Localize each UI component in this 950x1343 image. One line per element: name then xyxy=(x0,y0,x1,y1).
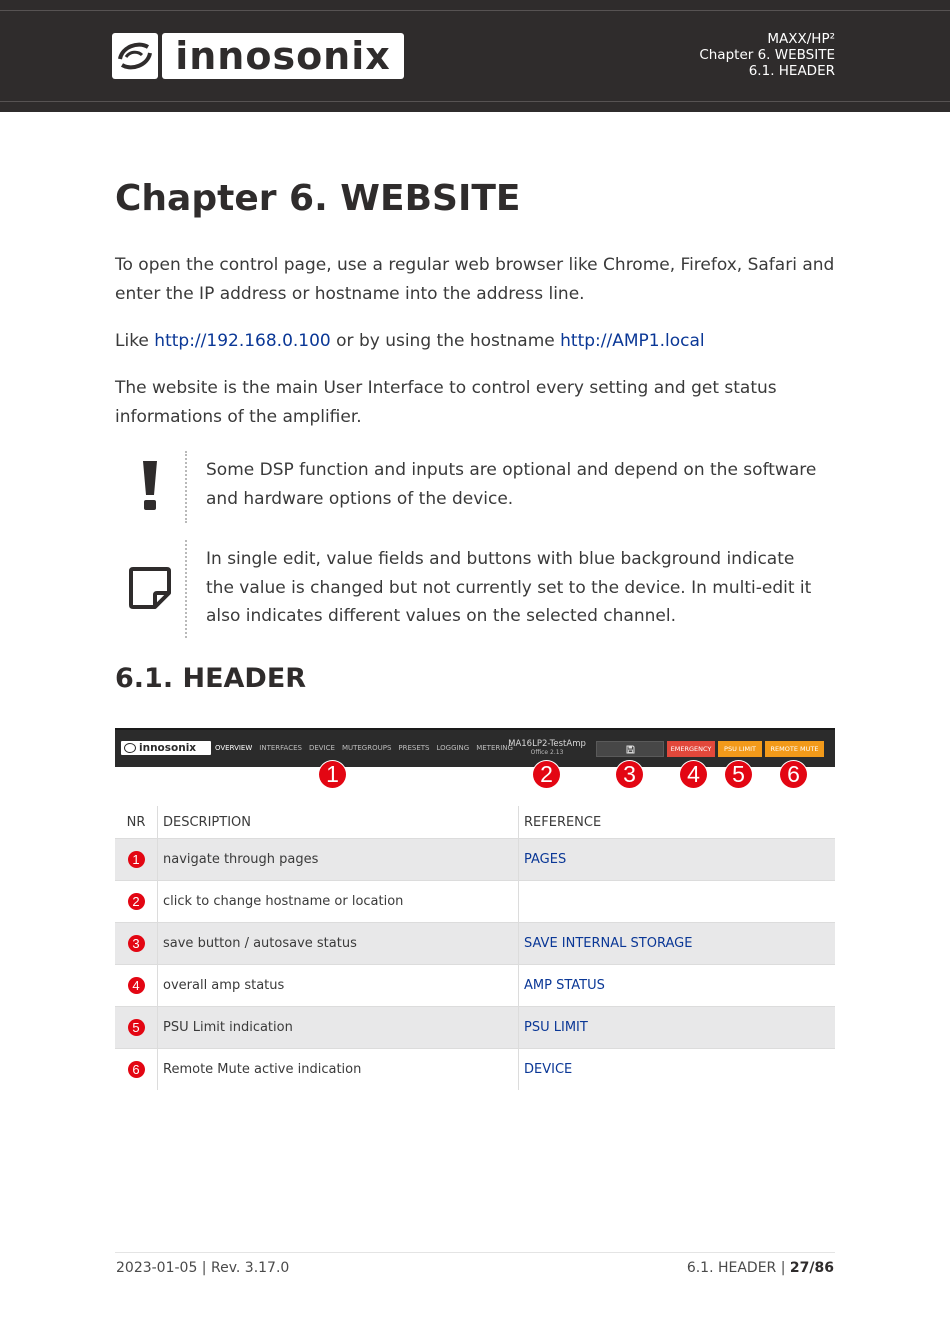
row-number-badge: 6 xyxy=(128,1061,145,1078)
admonition-divider xyxy=(185,540,187,638)
table-row xyxy=(115,965,835,1007)
ip-address-link[interactable]: http://192.168.0.100 xyxy=(154,331,331,351)
table-header-row xyxy=(115,806,835,839)
important-text: Some DSP function and inputs are optional and depend on the software and hardware options of the device. xyxy=(206,460,817,509)
intro-paragraph-1: To open the control page, use a regular web browser like Chrome, Firefox, Safari and enter the IP address or hostname into the address line. xyxy=(115,255,835,304)
column-header-reference: REFERENCE xyxy=(519,806,836,839)
ui-hostname[interactable]: MA16LP2-TestAmp xyxy=(508,739,586,749)
ui-logo xyxy=(121,741,211,755)
web-ui-header-screenshot xyxy=(115,728,835,767)
table-row xyxy=(115,839,835,881)
ui-nav-presets[interactable]: PRESETS xyxy=(398,744,430,752)
column-header-nr: NR xyxy=(126,814,146,830)
intro-paragraph-3: The website is the main User Interface to control every setting and get status informations of the amplifier. xyxy=(115,378,777,427)
footer-page-number: 27 xyxy=(789,1260,810,1276)
logo-wordmark: innosonix xyxy=(162,33,404,79)
footer-page-info xyxy=(687,1260,834,1276)
running-chapter: Chapter 6. WEBSITE xyxy=(699,47,835,63)
page-header xyxy=(0,0,950,112)
table-row xyxy=(115,1007,835,1049)
reference-link-device[interactable]: DEVICE xyxy=(519,1049,836,1091)
callout-2: 2 xyxy=(533,761,560,788)
row-number-badge: 3 xyxy=(128,935,145,952)
row-description: navigate through pages xyxy=(158,839,519,881)
section-title: 6.1. HEADER xyxy=(115,663,307,694)
running-section: 6.1. HEADER xyxy=(748,63,835,79)
ui-nav-mutegroups[interactable]: MUTEGROUPS xyxy=(341,744,392,752)
footer-date-revision: 2023-01-05 | Rev. 3.17.0 xyxy=(116,1260,290,1276)
ui-emergency-status[interactable]: EMERGENCY xyxy=(667,741,715,757)
ui-logo-emblem-icon xyxy=(124,743,136,753)
note-admonition xyxy=(115,540,835,638)
table-row xyxy=(115,881,835,923)
note-text: In single edit, value fields and buttons with blue background indicate the value is changed but not currently set to the device. In multi-edit it also indicates different values on the selected channel. xyxy=(206,549,812,626)
ui-location[interactable]: Office 2.13 xyxy=(530,749,564,756)
callout-4: 4 xyxy=(680,761,707,788)
important-admonition xyxy=(115,451,835,523)
reference-empty xyxy=(519,881,836,923)
product-name: MAXX/HP² xyxy=(767,31,835,47)
row-number-badge: 1 xyxy=(128,851,145,868)
floppy-disk-icon xyxy=(626,745,635,754)
ui-save-button[interactable] xyxy=(596,741,664,757)
running-header xyxy=(699,31,835,79)
ui-nav-device[interactable]: DEVICE xyxy=(308,744,335,752)
callout-6: 6 xyxy=(780,761,807,788)
ui-nav-overview[interactable]: OVERVIEW xyxy=(215,744,253,752)
row-number-badge: 4 xyxy=(128,977,145,994)
column-header-description: DESCRIPTION xyxy=(158,806,519,839)
ui-nav-interfaces[interactable]: INTERFACES xyxy=(259,744,302,752)
footer-rule xyxy=(115,1252,835,1253)
p2-middle: or by using the hostname xyxy=(330,331,561,351)
header-reference-table xyxy=(115,806,835,1090)
ui-psu-limit-status[interactable]: PSU LIMIT xyxy=(718,741,762,757)
note-icon xyxy=(115,566,185,610)
callout-3: 3 xyxy=(616,761,643,788)
chapter-title: Chapter 6. WEBSITE xyxy=(115,178,521,219)
row-description: click to change hostname or location xyxy=(158,881,519,923)
reference-link-pages[interactable]: PAGES xyxy=(519,839,836,881)
innosonix-logo xyxy=(112,33,404,79)
ui-remote-mute-status[interactable]: REMOTE MUTE xyxy=(765,741,824,757)
table-row xyxy=(115,1049,835,1091)
reference-link-save-internal-storage[interactable]: SAVE INTERNAL STORAGE xyxy=(519,923,836,965)
row-description: overall amp status xyxy=(158,965,519,1007)
row-description: save button / autosave status xyxy=(158,923,519,965)
footer-separator: | xyxy=(776,1260,790,1276)
table-row xyxy=(115,923,835,965)
reference-link-amp-status[interactable]: AMP STATUS xyxy=(519,965,836,1007)
row-number-badge: 5 xyxy=(128,1019,145,1036)
ui-nav-logging[interactable]: LOGGING xyxy=(436,744,470,752)
admonition-divider xyxy=(185,451,187,523)
hostname-link[interactable]: http://AMP1.local xyxy=(560,331,705,351)
p2-prefix: Like xyxy=(115,331,155,351)
row-number-badge: 2 xyxy=(128,893,145,910)
callout-5: 5 xyxy=(725,761,752,788)
logo-emblem-icon xyxy=(112,33,158,79)
exclamation-icon xyxy=(115,461,185,511)
intro-paragraph-2 xyxy=(115,327,835,356)
header-rule-bottom xyxy=(0,101,950,102)
footer-page-total: /86 xyxy=(809,1260,834,1276)
ui-nav-metering[interactable]: METERING xyxy=(476,744,513,752)
callout-1: 1 xyxy=(319,761,346,788)
ui-hostname-block[interactable] xyxy=(499,739,595,757)
row-description: Remote Mute active indication xyxy=(158,1049,519,1091)
header-rule-top xyxy=(0,10,950,11)
ui-nav xyxy=(215,744,520,752)
row-description: PSU Limit indication xyxy=(158,1007,519,1049)
ui-logo-text: innosonix xyxy=(139,742,197,754)
footer-section: 6.1. HEADER xyxy=(686,1260,777,1276)
reference-link-psu-limit[interactable]: PSU LIMIT xyxy=(519,1007,836,1049)
